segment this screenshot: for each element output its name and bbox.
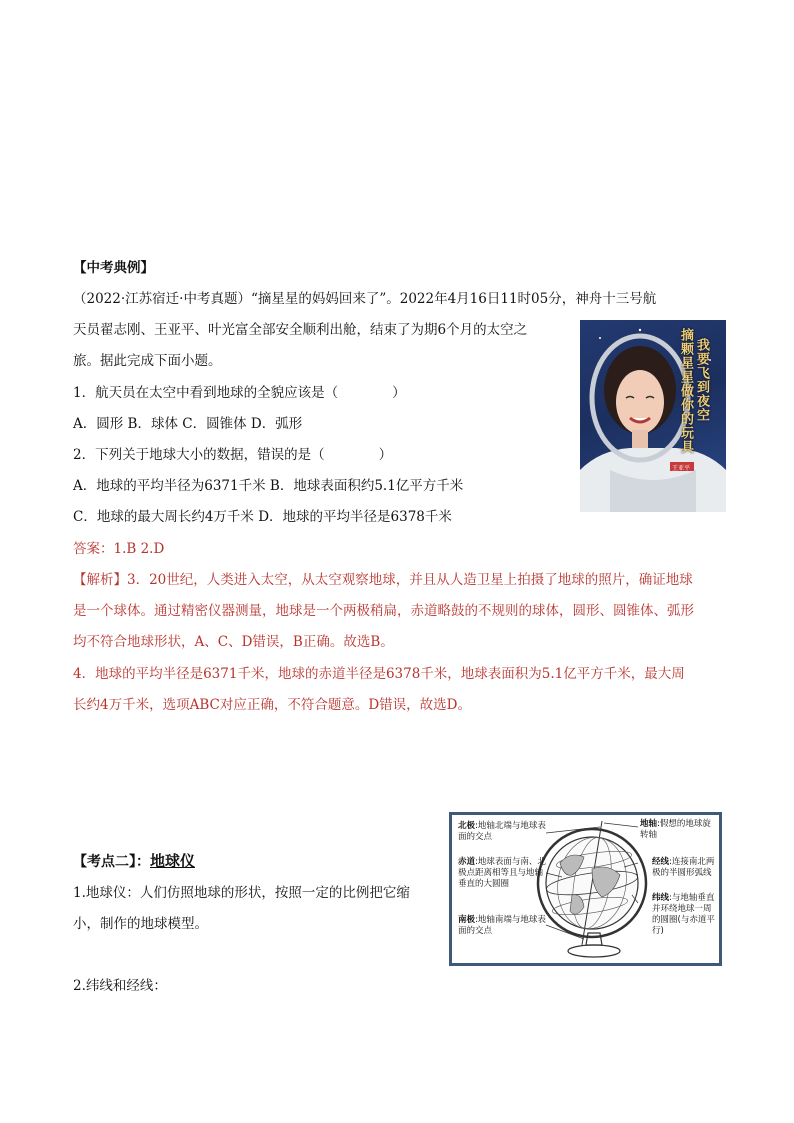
axis-desc: :假想的地球旋转轴 bbox=[640, 819, 711, 840]
parallel-term: 纬线 bbox=[652, 893, 670, 903]
label-axis bbox=[640, 819, 716, 841]
analysis-line3: 均不符合地球形状，A、C、D错误，B正确。故选B。 bbox=[73, 634, 394, 650]
example-intro-line1: （2022·江苏宿迁·中考真题）“摘星星的妈妈回来了”。2022年4月16日11时05分，神舟十三号航 bbox=[73, 291, 657, 307]
latitude-longitude-heading: 2.纬线和经线： bbox=[73, 978, 167, 994]
globe-definition-line2: 小，制作的地球模型。 bbox=[73, 916, 208, 932]
topic-header-prefix: 【考点二】： bbox=[73, 854, 150, 870]
equator-desc: :地球表面与南、北极点距离相等且与地轴垂直的大圆圈 bbox=[458, 857, 546, 889]
question-2-options-row1: A．地球的平均半径为6371千米 B．地球表面积约5.1亿平方千米 bbox=[73, 478, 464, 494]
analysis-line5: 长约4万千米，选项ABC对应正确，不符合题意。D错误，故选D。 bbox=[73, 697, 471, 713]
analysis-line4: 4．地球的平均半径是6371千米，地球的赤道半径是6378千米，地球表面积为5.1亿平方千米，最大周 bbox=[73, 666, 685, 682]
label-parallel bbox=[652, 893, 716, 937]
globe-definition-line1: 1.地球仪：人们仿照地球的形状，按照一定的比例把它缩 bbox=[73, 885, 410, 901]
photo-name-tag: 王亚平 bbox=[672, 465, 691, 472]
globe-diagram bbox=[449, 812, 722, 966]
analysis-line1: 【解析】3．20世纪，人类进入太空，从太空观察地球，并且从人造卫星上拍摄了地球的照片，确证地球 bbox=[73, 572, 693, 588]
question-2: 2．下列关于地球大小的数据，错误的是（ ） bbox=[73, 447, 393, 463]
south-pole-term: 南极 bbox=[458, 915, 476, 925]
label-equator bbox=[458, 857, 546, 890]
south-pole-desc: :地轴南端与地球表面的交点 bbox=[458, 915, 546, 936]
axis-term: 地轴 bbox=[640, 819, 658, 829]
question-1-options: A．圆形 B．球体 C．圆锥体 D．弧形 bbox=[73, 416, 303, 432]
label-north-pole bbox=[458, 821, 550, 843]
astronaut-photo bbox=[580, 320, 726, 512]
label-meridian bbox=[652, 857, 716, 879]
meridian-desc: :连接南北两极的半圆形弧线 bbox=[652, 857, 715, 878]
example-intro-line3: 旅。据此完成下面小题。 bbox=[73, 353, 222, 369]
example-header: 【中考典例】 bbox=[73, 260, 154, 276]
photo-caption-col1: 我要飞到夜空 bbox=[694, 338, 709, 422]
equator-term: 赤道 bbox=[458, 857, 476, 867]
north-pole-desc: :地轴北端与地球表面的交点 bbox=[458, 821, 546, 842]
answer-line: 答案：1.B 2.D bbox=[73, 541, 165, 557]
label-south-pole bbox=[458, 915, 550, 937]
meridian-term: 经线 bbox=[652, 857, 670, 867]
topic-header-title: 地球仪 bbox=[150, 852, 196, 870]
question-1: 1．航天员在太空中看到地球的全貌应该是（ ） bbox=[73, 385, 406, 401]
north-pole-term: 北极 bbox=[458, 821, 476, 831]
topic-header bbox=[73, 852, 195, 871]
photo-caption-col2: 摘颗星星做你的玩具 bbox=[678, 328, 693, 454]
parallel-desc: :与地轴垂直并环绕地球一周的圆圈(与赤道平行) bbox=[652, 893, 715, 936]
example-intro-line2: 天员翟志刚、王亚平、叶光富全部安全顺利出舱，结束了为期6个月的太空之 bbox=[73, 322, 528, 338]
question-2-options-row2: C．地球的最大周长约4万千米 D．地球的平均半径是6378千米 bbox=[73, 509, 452, 525]
analysis-line2: 是一个球体。通过精密仪器测量，地球是一个两极稍扁，赤道略鼓的不规则的球体，圆形、圆锥体、弧形 bbox=[73, 603, 694, 619]
